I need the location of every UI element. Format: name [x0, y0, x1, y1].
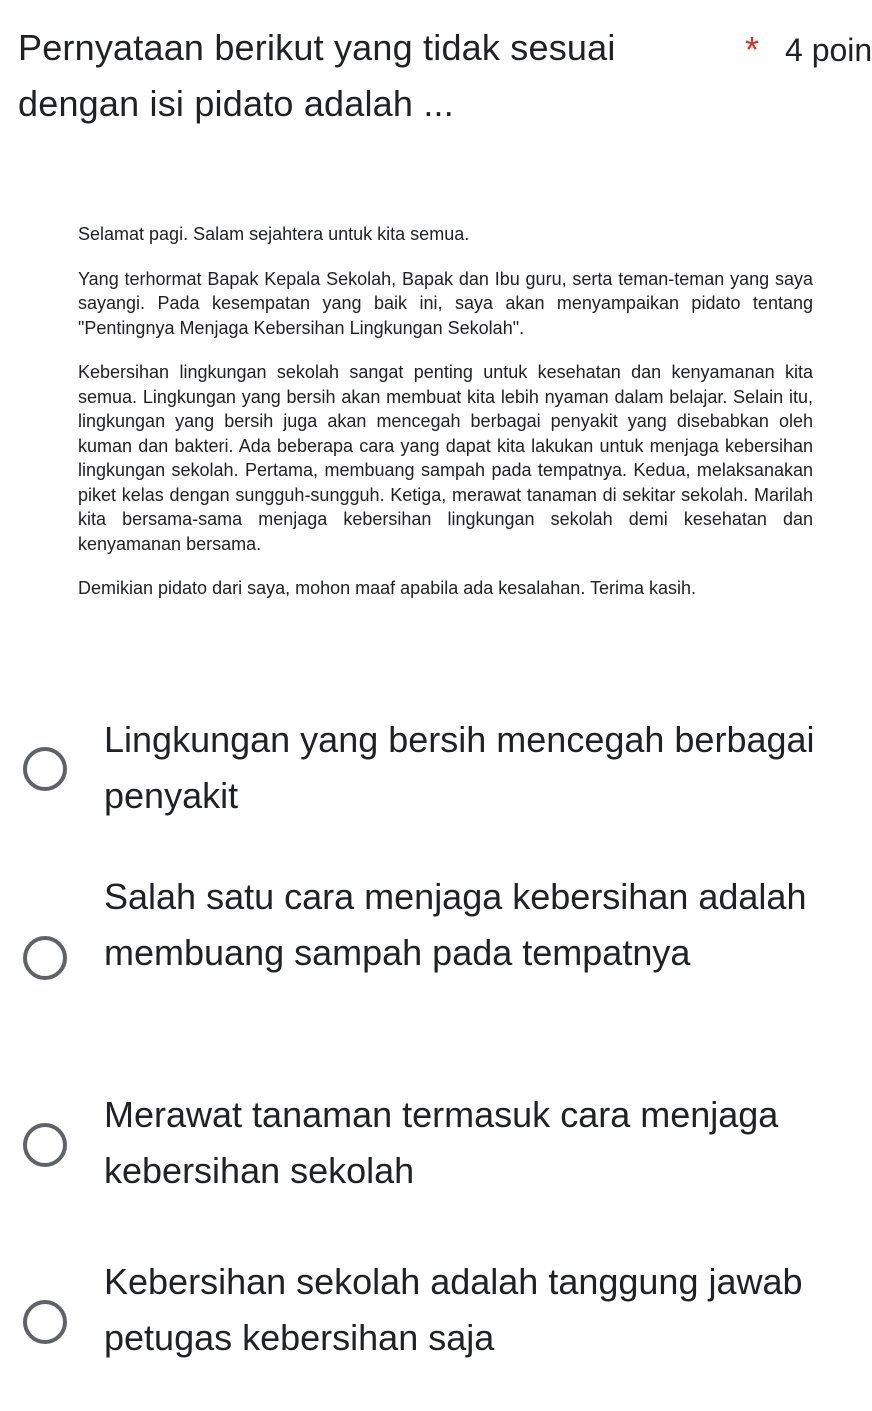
option-label[interactable]: Kebersihan sekolah adalah tanggung jawab petugas kebersihan saja [104, 1261, 803, 1358]
required-marker: * [745, 29, 760, 70]
radio-button[interactable] [23, 747, 67, 791]
speech-paragraph: Demikian pidato dari saya, mohon maaf apabila ada kesalahan. Terima kasih. [78, 578, 697, 598]
question-title: Pernyataan berikut yang tidak sesuai dengan isi pidato adalah ... [18, 27, 616, 124]
speech-paragraph: Yang terhormat Bapak Kepala Sekolah, Bapak dan Ibu guru, serta teman-teman yang saya sayangi. Pada kesempatan yang baik ini, saya akan menyampaikan pidato tentang "Pentingnya Menjaga Kebersihan Lingkungan Sekolah". [78, 268, 813, 338]
option-label[interactable]: Merawat tanaman termasuk cara menjaga kebersihan sekolah [104, 1094, 779, 1191]
speech-paragraph: Kebersihan lingkungan sekolah sangat penting untuk kesehatan dan kenyamanan kita semua. Lingkungan yang bersih akan membuat kita lebih nyaman dalam belajar. Selain itu, lingkungan yang bersih juga akan mencegah berbagai penyakit yang disebabkan oleh kuman dan bakteri. Ada beberapa cara yang dapat kita lakukan untuk menjaga kebersihan lingkungan sekolah. Pertama, membuang sampah pada tempatnya. Kedua, melaksanakan piket kelas dengan sungguh-sungguh. Ketiga, merawat tanaman di sekitar sekolah. Marilah kita bersama-sama menjaga kebersihan lingkungan sekolah demi kesehatan dan kenyamanan bersama. [78, 362, 813, 554]
option-label[interactable]: Lingkungan yang bersih mencegah berbagai penyakit [104, 719, 815, 816]
radio-button[interactable] [23, 936, 67, 980]
option-label[interactable]: Salah satu cara menjaga kebersihan adalah membuang sampah pada tempatnya [104, 876, 807, 973]
points-label: 4 poin [785, 32, 872, 68]
speech-text [78, 222, 813, 621]
radio-button[interactable] [23, 1123, 67, 1167]
speech-paragraph: Selamat pagi. Salam sejahtera untuk kita semua. [78, 224, 470, 244]
question-header [18, 20, 872, 140]
radio-button[interactable] [23, 1300, 67, 1344]
